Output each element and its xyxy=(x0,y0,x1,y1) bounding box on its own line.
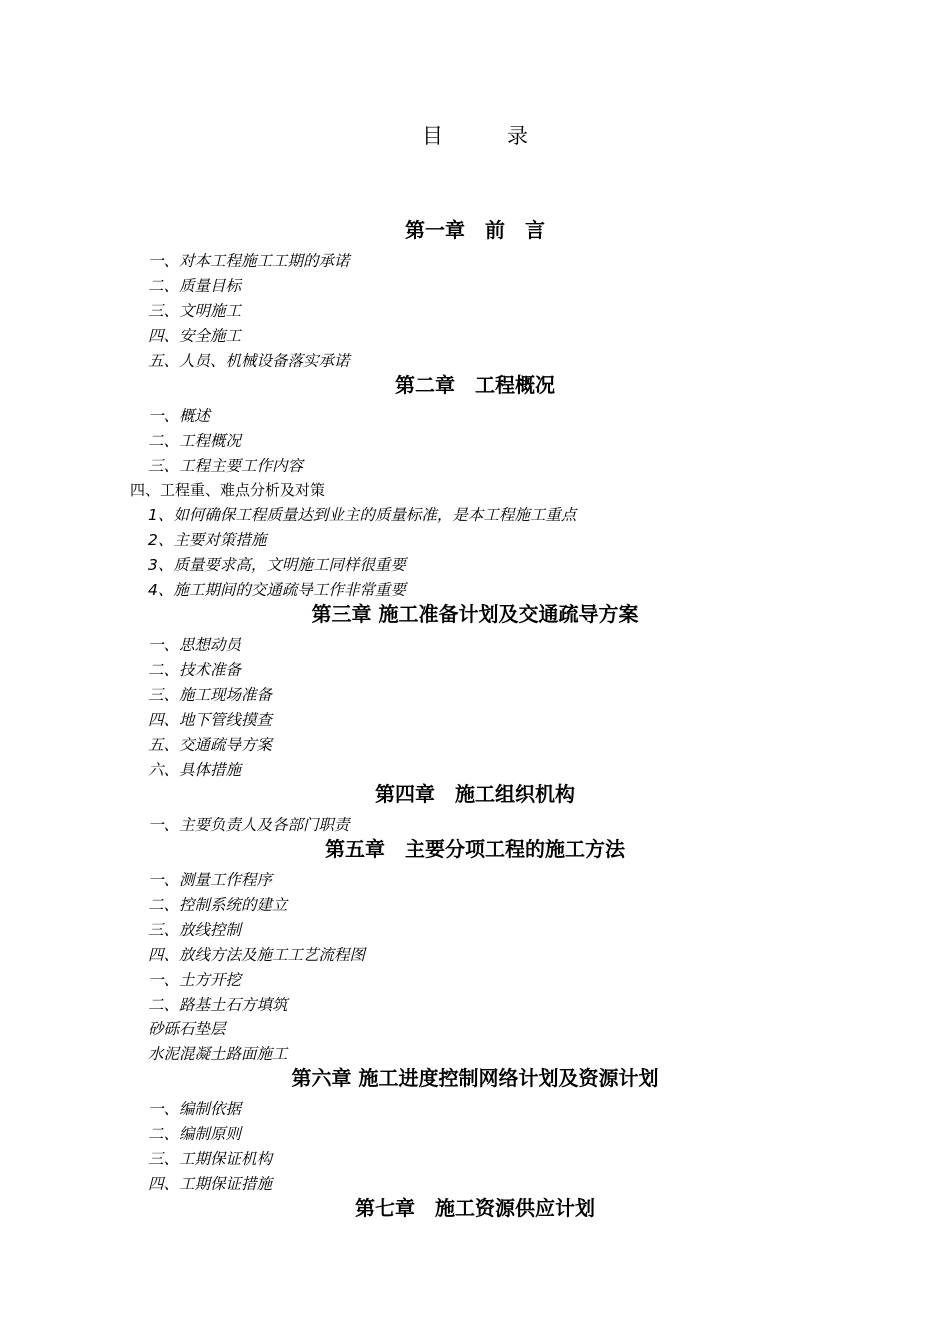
toc-item: 砂砾石垫层 xyxy=(148,1020,226,1038)
toc-item: 二、质量目标 xyxy=(148,277,242,295)
toc-item: 三、文明施工 xyxy=(148,302,242,320)
toc-item: 四、工期保证措施 xyxy=(148,1175,273,1193)
toc-item: 三、工程主要工作内容 xyxy=(148,457,304,475)
toc-title-left: 目 xyxy=(422,124,443,148)
toc-subitem: 3、质量要求高，文明施工同样很重要 xyxy=(148,556,406,574)
toc-item: 水泥混凝土路面施工 xyxy=(148,1045,288,1063)
toc-subitem: 1、如何确保工程质量达到业主的质量标准，是本工程施工重点 xyxy=(148,506,577,524)
toc-item: 六、具体措施 xyxy=(148,761,242,779)
toc-item: 二、控制系统的建立 xyxy=(148,896,288,914)
toc-item: 一、对本工程施工工期的承诺 xyxy=(148,252,350,270)
toc-item: 三、施工现场准备 xyxy=(148,686,273,704)
toc-item: 一、土方开挖 xyxy=(148,971,242,989)
toc-item: 四、安全施工 xyxy=(148,327,242,345)
toc-title xyxy=(0,120,950,150)
chapter-2-heading: 第二章 工程概况 xyxy=(395,373,555,397)
toc-item: 一、主要负责人及各部门职责 xyxy=(148,816,350,834)
toc-title-right: 录 xyxy=(507,124,528,148)
toc-item: 一、思想动员 xyxy=(148,636,242,654)
toc-item: 三、放线控制 xyxy=(148,921,242,939)
toc-item: 五、交通疏导方案 xyxy=(148,736,273,754)
toc-item: 四、地下管线摸查 xyxy=(148,711,273,729)
toc-item: 一、概述 xyxy=(148,407,211,425)
toc-subitem: 4、施工期间的交通疏导工作非常重要 xyxy=(148,581,406,599)
toc-item: 四、工程重、难点分析及对策 xyxy=(130,481,326,499)
chapter-7-heading: 第七章 施工资源供应计划 xyxy=(355,1196,595,1220)
chapter-6-heading: 第六章 施工进度控制网络计划及资源计划 xyxy=(291,1066,659,1090)
toc-item: 三、工期保证机构 xyxy=(148,1150,273,1168)
toc-item: 一、编制依据 xyxy=(148,1100,242,1118)
toc-item: 二、技术准备 xyxy=(148,661,242,679)
toc-subitem: 2、主要对策措施 xyxy=(148,531,267,549)
toc-item: 二、路基土石方填筑 xyxy=(148,996,288,1014)
toc-item: 五、人员、机械设备落实承诺 xyxy=(148,352,350,370)
chapter-1-heading: 第一章 前 言 xyxy=(405,218,545,242)
chapter-4-heading: 第四章 施工组织机构 xyxy=(375,782,575,806)
toc-item: 四、放线方法及施工工艺流程图 xyxy=(148,946,366,964)
toc-item: 二、工程概况 xyxy=(148,432,242,450)
chapter-3-heading: 第三章 施工准备计划及交通疏导方案 xyxy=(311,602,639,626)
toc-item: 一、测量工作程序 xyxy=(148,871,273,889)
toc-item: 二、编制原则 xyxy=(148,1125,242,1143)
chapter-5-heading: 第五章 主要分项工程的施工方法 xyxy=(325,837,625,861)
